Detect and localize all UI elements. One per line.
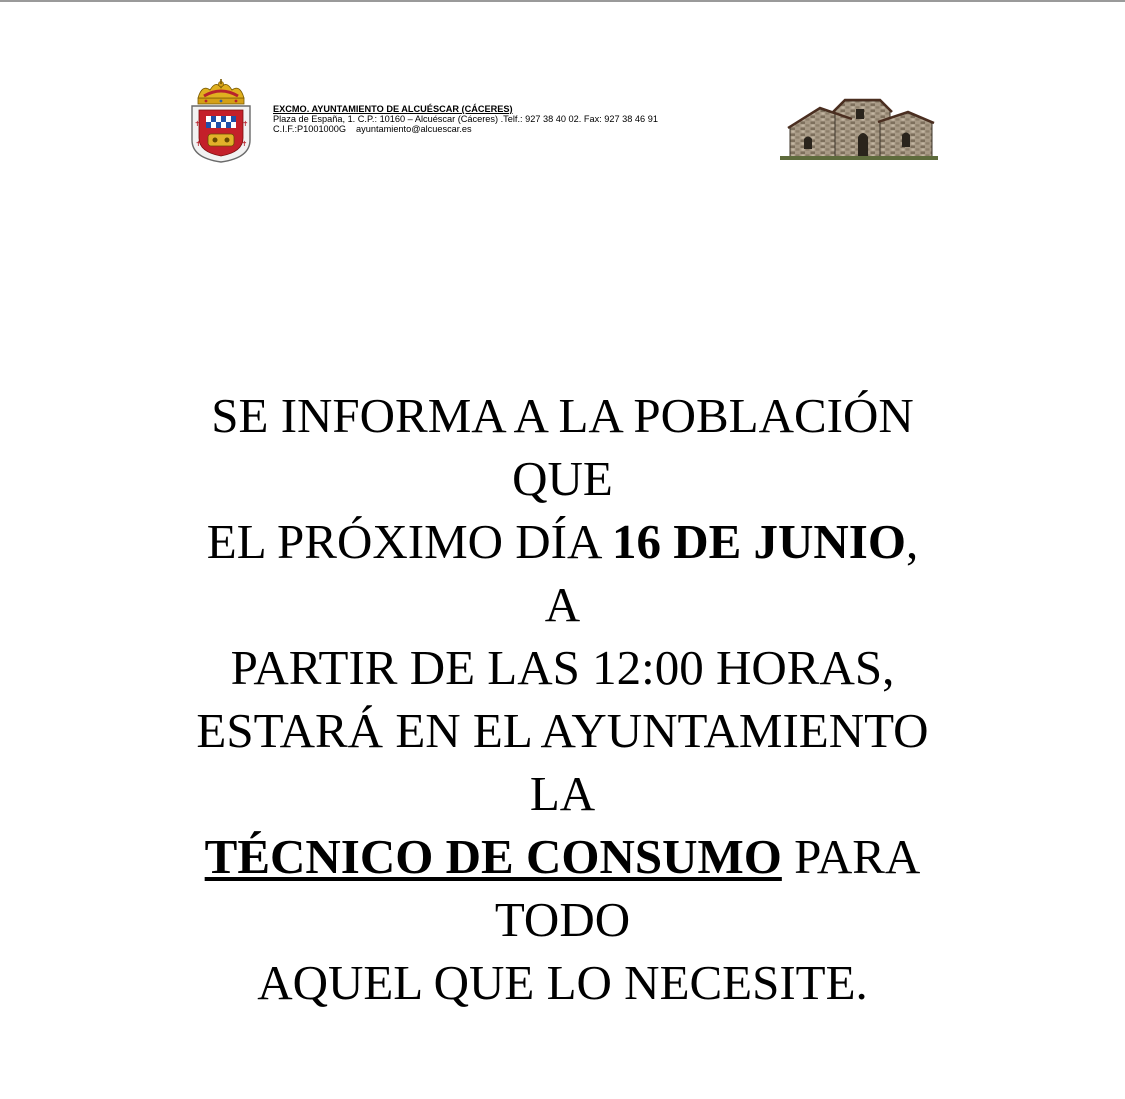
- svg-text:✝: ✝: [242, 120, 249, 128]
- notice-line-9: TODO: [494, 892, 631, 947]
- notice-line-6: ESTARÁ EN EL AYUNTAMIENTO: [196, 703, 929, 758]
- svg-text:✝: ✝: [195, 140, 202, 148]
- notice-line-3-pre: EL PRÓXIMO DÍA: [206, 514, 612, 569]
- svg-text:✝: ✝: [241, 140, 248, 148]
- notice-date: 16 DE JUNIO: [611, 514, 906, 569]
- notice-line-7: LA: [529, 766, 596, 821]
- notice-line-8-post: PARA: [781, 829, 921, 884]
- notice-line-2: QUE: [512, 451, 613, 506]
- top-rule: [0, 0, 1125, 2]
- letterhead-cif-email: [273, 124, 658, 134]
- letterhead: [273, 104, 658, 134]
- notice-line-1: SE INFORMA A LA POBLACIÓN: [211, 388, 914, 443]
- stone-church-icon: [780, 97, 938, 160]
- notice-line-8: [0, 825, 1125, 888]
- letterhead-organization: EXCMO. AYUNTAMIENTO DE ALCUÉSCAR (CÁCERES): [273, 104, 513, 114]
- coat-of-arms-icon: [186, 78, 256, 164]
- letterhead-email: ayuntamiento@alcuescar.es: [356, 124, 472, 134]
- letterhead-cif: C.I.F.:P1001000G: [273, 124, 347, 134]
- notice-line-3: [0, 510, 1125, 573]
- notice-body: [0, 384, 1125, 1014]
- notice-line-5: PARTIR DE LAS 12:00 HORAS,: [230, 640, 895, 695]
- letterhead-address: Plaza de España, 1. C.P.: 10160 – Alcuéscar (Cáceres) .Telf.: 927 38 40 02. Fax: 927 38 46 91: [273, 114, 658, 124]
- notice-line-10: AQUEL QUE LO NECESITE.: [257, 955, 868, 1010]
- notice-line-4: A: [544, 577, 581, 632]
- notice-line-3-post: ,: [905, 514, 919, 569]
- notice-technician: TÉCNICO DE CONSUMO: [204, 829, 782, 884]
- svg-text:✝: ✝: [194, 120, 201, 128]
